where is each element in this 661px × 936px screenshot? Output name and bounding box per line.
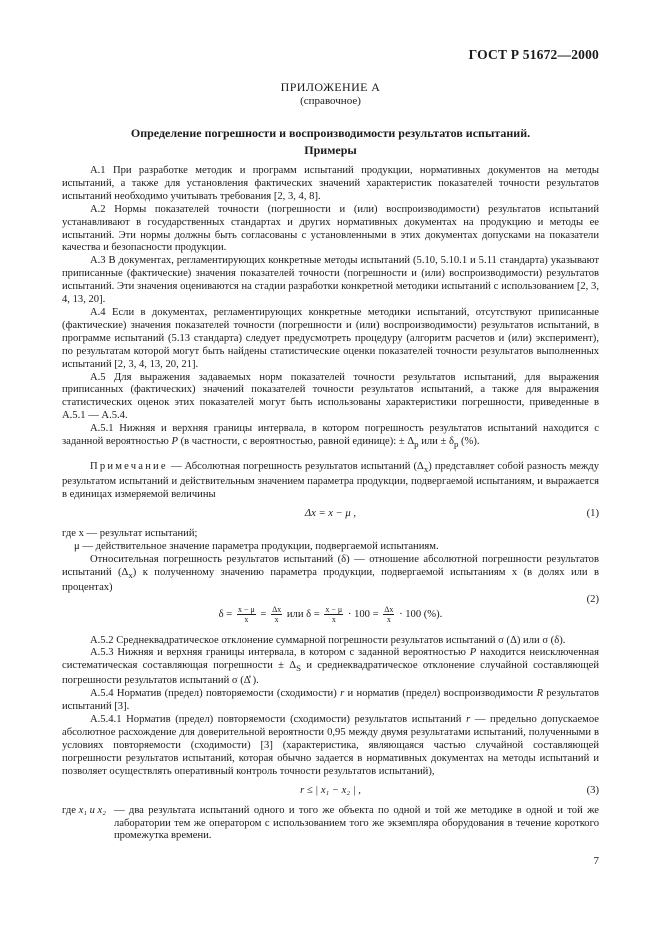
rel-text-1: Относительная погрешность результатов испытаний (δ) — отношение абсолютной погрешности результатов испытаний (Δ [62,553,599,578]
where-2-text: — два результата испытаний одного и того же объекта по одной и той же методике в одной и той же лаборатории тем же оператором с использованием того же экземпляра оборудования в течение короткого промежутка времени. [114,804,599,842]
f2-frac-2 [271,605,282,624]
f2-prefix: δ = [218,608,233,620]
page-number: 7 [593,855,599,867]
paragraph-a52: А.5.2 Среднеквадратическое отклонение суммарной погрешности результатов испытаний σ (Δ) или σ (δ). [90,634,566,646]
note-text-2: ) представляет собой разность между результатом испытаний и действительным значением параметра продукции, подвергаемой испытаниям, и выражается в единицах измеряемой величины [62,461,599,500]
a54-R: R [536,688,544,700]
note-paragraph [62,461,599,502]
formula-2-number: (2) [586,593,599,605]
a53-text-1: А.5.3 Нижняя и верхняя границы интервала, в котором с заданной вероятностью [90,647,470,659]
formula-1-number: (1) [586,507,599,519]
paragraph-a53 [62,647,599,688]
a53-text-2: находится неисключенная систематическая составляющая погрешности ± Δ [62,647,600,672]
f2-frac-2-bot: х [274,614,279,624]
f2-frac-2-top: Δх [272,604,282,614]
where-1 [62,528,599,541]
f2-frac-3-top: х − μ [325,604,343,614]
standard-header: ГОСТ Р 51672—2000 [468,47,599,62]
a541-r: r [466,714,471,726]
f2-frac-4-bot: х [386,614,391,624]
formula-2 [62,593,599,629]
where-1-x: х — результат испытаний; [78,527,198,539]
paragraph-a51 [62,423,599,451]
a51-text-start: А.5.1 Нижняя и верхняя границы интервала, в котором погрешность результатов испытаний находится с заданной вероятностью [62,423,599,448]
paragraph-a541 [62,714,599,779]
f2-frac-3-bot: х [331,614,336,624]
formula-1-expression: Δх = х − μ , [304,507,357,519]
paragraph-a3: А.3 В документах, регламентирующих конкретные методы испытаний (5.10, 5.10.1 и 5.11 стандарта) указывают приписанные (фактические) значения показателей точности (погрешности и (или) воспроизводимости) результатов испытаний. Эти значения оцениваются на стадии разработки конкретной методики испытаний с использованием [2, 3, 4, 13, 20]. [62,255,599,306]
a51-text-end: (%). [458,436,480,448]
where-2-label: где [62,804,76,816]
f2-frac-1-top: х − μ [237,604,255,614]
f2-mul: · 100 = [347,608,379,620]
f2-frac-1 [237,605,256,624]
where-1-mu-line: μ — действительное значение параметра продукции, подвергаемой испытаниям. [74,540,439,552]
note-text-1: — Абсолютная погрешность результатов испытаний (Δ [167,461,424,473]
a54-text-3: результатов испытаний [3]. [62,688,599,713]
body-text [62,165,599,843]
rel-sub: х [128,569,133,580]
a54-text-1: А.5.4 Норматив (предел) повторяемости (сходимости) [90,688,341,700]
formula-1 [62,508,599,522]
f2-frac-1-bot: х [244,614,249,624]
relative-error-paragraph [62,554,599,595]
where-1-label: где [62,527,76,539]
a51-text-or: или ± δ [418,436,454,448]
paragraph-a54 [62,688,599,714]
formula-3-number: (3) [586,784,599,796]
rel-text-2: ) к полученному значению параметра продукции, подвергаемой испытаниям х (в долях или в процентах) [62,566,599,593]
a51-text-mid: (в частности, с вероятностью, равной единице): ± Δ [177,436,415,448]
paragraph-a2: А.2 Нормы показателей точности (погрешности и (или) воспроизводимости) результатов испытаний устанавливают в государственных стандартах и других нормативных документах на продукцию и методы ее испытаний. Эти нормы должны быть согласованы с установленными в этих документах допусками на показатели качества и безопасности продукции. [62,203,599,254]
a51-probability: P [171,436,178,448]
formula-3-expression: r ≤ | x₁ − x₂ | , [300,784,361,796]
f2-frac-4 [383,605,394,624]
appendix-subtitle: (справочное) [300,95,361,107]
where-2 [62,805,599,844]
paragraph-a1: А.1 При разработке методик и программ испытаний продукции, нормативных документов на методы испытаний, а также для установления фактических значений характеристик показателей точности результатов испытаний необходимо учитывать требования [2, 3, 4, 8]. [62,165,599,202]
f2-frac-3 [324,605,343,624]
note-sub: х [423,464,429,475]
paragraph-a5: А.5 Для выражения задаваемых норм показателей точности результатов испытаний, для выражения приписанных (фактических) значений показателей точности результатов испытаний, а также для выражения статистических оценок этих показателей могут быть использованы характеристики погрешности, приведенные в А.5.1 — А.5.4. [62,371,599,422]
appendix-title: ПРИЛОЖЕНИЕ А [280,80,381,94]
where-2-label-group [62,805,106,818]
a53-text-3: и среднеквадратическое отклонение случайной составляющей погрешности результатов испытаний σ (Δ̊ ). [62,660,599,687]
formula-3 [62,785,599,799]
a53-probability: P [469,647,477,659]
note-label: Примечание [90,461,168,473]
f2-end: · 100 (%). [399,608,443,620]
a541-text-2: — предельно допускаемое абсолютное расхождение для доверительной вероятности 0,95 между двумя результатами испытаний, полученными в условиях повторяемости (сходимости) [3] (характеристика, являющаяся частью случайной составляющей погрешности результатов испытаний, которая обычно задается в нормативных документах на методы испытаний и позволяет осуществлять оперативный контроль точности результатов испытаний), [62,714,599,777]
where-2-vars: x₁ и x₂ [78,804,106,816]
paragraph-a4: А.4 Если в документах, регламентирующих конкретные методики испытаний, отсутствуют приписанные (фактические) значения показателей точности (погрешности и (или) воспроизводимости) результатов испытаний, в программе испытаний (5.13 стандарта) следует предусмотреть процедуру (алгоритм расчетов и (или) эксперимент), по результатам которой могут быть найдены статистические оценки показателей точности результатов выполненных испытаний [2, 3, 4, 13, 20, 21]. [62,306,599,370]
f2-frac-4-top: Δх [384,604,394,614]
a53-sub: S [296,663,302,674]
a51-sub-2: р [453,439,459,450]
a541-text-1: А.5.4.1 Норматив (предел) повторяемости (сходимости) результатов испытаний [90,714,467,726]
a54-r: r [340,688,345,700]
f2-eq: = [260,608,267,620]
f2-or: или δ = [286,608,320,620]
section-title: Определение погрешности и воспроизводимости результатов испытаний. [130,126,531,140]
a54-text-2: и норматив (предел) воспроизводимости [344,688,537,700]
section-subtitle: Примеры [304,143,357,157]
a51-sub-1: р [414,439,419,450]
